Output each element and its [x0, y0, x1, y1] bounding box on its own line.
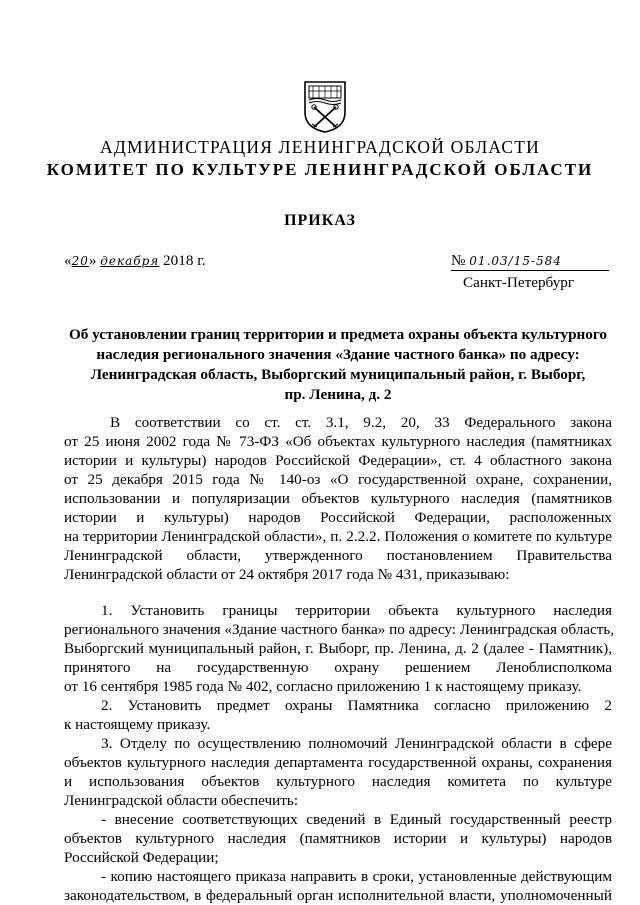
body-line: использовании и популяризации объектов культурного наследия (памятников — [64, 490, 612, 507]
number-value: 01.03/15-584 — [469, 254, 562, 268]
body-line: принятого на государственную охрану решением Леноблисполкома — [64, 659, 612, 677]
org-name-administration: АДМИНИСТРАЦИЯ ЛЕНИНГРАДСКОЙ ОБЛАСТИ — [100, 137, 540, 157]
body-line: Выборгский муниципальный район, г. Выборг, пр. Ленина, д. 2 (далее - Памятник), — [64, 640, 612, 658]
subject-line: Ленинградская область, Выборгский муниципальный район, г. Выборг, — [90, 366, 586, 383]
document-type-title: ПРИКАЗ — [284, 212, 356, 229]
body-line: истории и культуры) народов Российской Федерации, расположенных — [64, 509, 612, 526]
body-line: Российской Федерации; — [64, 849, 219, 867]
body-line: объектов культурного наследия (памятников истории и культуры) народов — [64, 830, 612, 848]
order-number — [451, 252, 609, 271]
coat-of-arms-emblem-icon — [303, 80, 347, 134]
body-line: - внесение соответствующих сведений в Единый государственный реестр — [101, 811, 612, 829]
body-line: 2. Установить предмет охраны Памятника согласно приложению 2 — [101, 697, 612, 715]
body-line: - копию настоящего приказа направить в сроки, установленные действующим — [101, 868, 612, 886]
body-line: 1. Установить границы территории объекта культурного наследия — [101, 602, 612, 620]
date-open-quote: « — [64, 252, 72, 269]
body-line: к настоящему приказу. — [64, 716, 211, 734]
body-line: Ленинградской области от 24 октября 2017 года № 431, приказываю: — [64, 566, 510, 583]
body-line: объектов культурного наследия департамента государственной охраны, сохранения — [64, 754, 612, 772]
body-line: от 25 июня 2002 года № 73-ФЗ «Об объектах культурного наследия (памятниках — [64, 433, 612, 450]
body-line: 3. Отделу по осуществлению полномочий Ленинградской области в сфере — [101, 735, 612, 753]
date-day: 20 — [71, 254, 89, 268]
body-line: от 25 декабря 2015 года № 140-оз «О государственной охране, сохранении, — [64, 471, 612, 488]
date-mid-quote: » — [88, 252, 97, 269]
order-city: Санкт-Петербург — [463, 274, 575, 291]
body-line: и использования объектов культурного наследия комитета по культуре — [64, 773, 612, 791]
subject-line: наследия регионального значения «Здание частного банка» по адресу: — [96, 346, 580, 363]
subject-line: Об установлении границ территории и предмета охраны объекта культурного — [68, 326, 608, 343]
body-line: Ленинградской области обеспечить: — [64, 792, 299, 810]
number-prefix: № — [451, 252, 466, 269]
body-line: истории и культуры) народов Российской Федерации», ст. 4 областного закона — [64, 452, 612, 469]
date-month: декабря — [100, 254, 160, 268]
body-line: законодательством, в федеральный орган исполнительной власти, уполномоченный — [64, 887, 612, 905]
order-subject — [64, 325, 612, 405]
body-line: В соответствии со ст. ст. 3.1, 9.2, 20, 33 Федерального закона — [110, 414, 612, 431]
body-line: от 16 сентября 1985 года № 402, согласно приложению 1 к настоящему приказу. — [64, 678, 582, 696]
body-line: на территории Ленинградской области», п. 2.2.2. Положения о комитете по культуре — [64, 528, 612, 545]
org-name-committee: КОМИТЕТ ПО КУЛЬТУРЕ ЛЕНИНГРАДСКОЙ ОБЛАСТИ — [46, 160, 594, 179]
subject-line: пр. Ленина, д. 2 — [284, 386, 392, 403]
body-line: регионального значения «Здание частного банка» по адресу: Ленинградская область, — [64, 621, 615, 639]
date-year: 2018 г. — [163, 252, 206, 269]
body-line: Ленинградской области, утвержденного постановлением Правительства — [64, 547, 612, 564]
order-date — [64, 252, 206, 270]
